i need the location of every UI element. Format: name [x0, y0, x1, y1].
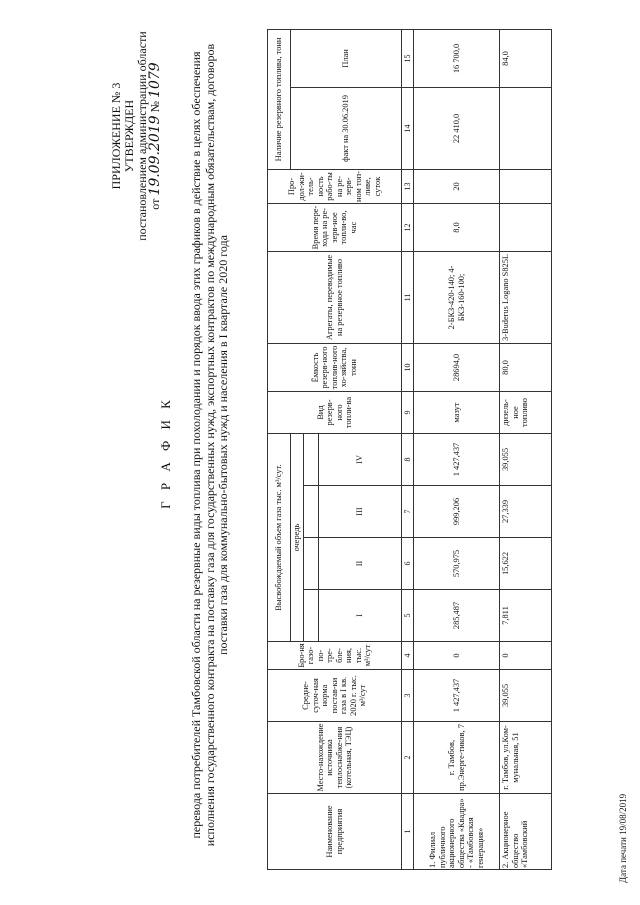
cell-plan: 84,0	[500, 29, 552, 87]
date-prefix: от	[148, 198, 162, 210]
header-q1-top	[304, 590, 319, 642]
handwritten-number: 1079	[147, 62, 163, 98]
handwritten-date: 19.09.2019	[147, 115, 163, 196]
header-duration: Про-дол-жи-тель-ность рабо-ты на ре-зерв-ном топ-ливе, суток	[268, 169, 402, 203]
header-q4-top	[304, 433, 319, 485]
col-number: 15	[402, 29, 414, 87]
approval-block	[110, 16, 162, 256]
cell-units: 2-БКЗ-420-140; 4-БКЗ-160-100;	[414, 251, 500, 343]
schedule-table	[267, 29, 552, 870]
col-number: 6	[402, 538, 414, 590]
col-number: 1	[402, 794, 414, 870]
number-prefix: №	[148, 100, 162, 113]
cell-q2: 570,975	[414, 538, 500, 590]
column-numbers-row	[402, 29, 414, 869]
col-number: 9	[402, 391, 414, 433]
header-reserve: Наличие резервного топлива, тонн	[268, 29, 291, 169]
header-bron: Бро-ня газо-по-тре-бле-ния, тыс. м³/сут	[268, 642, 402, 670]
cell-location: г. Тамбов, ул.Ком-мунальная, 51	[500, 722, 552, 794]
cell-q1: 7,811	[500, 590, 552, 642]
header-q2-top	[304, 538, 319, 590]
cell-q2: 15,622	[500, 538, 552, 590]
header-plan: План	[291, 29, 402, 87]
col-number: 13	[402, 169, 414, 203]
cell-duration	[500, 169, 552, 203]
header-avg-norm: Средне-суточ-ная норма постав-ки газа в I кв. 2020 г. тыс. м³/сут	[268, 670, 402, 722]
document-subtitle: перевода потребителей Тамбовской области на резервные виды топлива при похолодании и порядок ввода этих графиков в действие в целях обеспечения исполнения государственного контракта на поставку газа для государственных нужд, экспортных контрактов по международным обязательствам, договоров поставки газа для коммунально-бытовых нужд и населения в I квартале 2020 года	[189, 43, 230, 847]
header-q2: II	[319, 538, 402, 590]
header-fuel-type: Вид резерв-ного топли-ва	[268, 391, 402, 433]
cell-fuel: дизель-ное топливо	[500, 391, 552, 433]
appendix-label: ПРИЛОЖЕНИЕ № 3	[109, 82, 123, 190]
col-number: 7	[402, 486, 414, 538]
col-number: 14	[402, 87, 414, 169]
cell-q4: 1 427,437	[414, 433, 500, 485]
col-number: 10	[402, 343, 414, 391]
col-number: 3	[402, 670, 414, 722]
cell-fact: 22 410,0	[414, 87, 500, 169]
header-capacity: Ёмкость резерв-ного топлив-ного хо-зяйства, тонн	[268, 343, 402, 391]
approved-label: УТВЕРЖДЕН	[122, 99, 136, 173]
cell-q3: 999,206	[414, 486, 500, 538]
cell-capacity: 28694,0	[414, 343, 500, 391]
cell-plan: 16 700,0	[414, 29, 500, 87]
cell-avg: 39,055	[500, 670, 552, 722]
cell-fuel: мазут	[414, 391, 500, 433]
header-row-1	[268, 29, 291, 869]
table-row	[414, 29, 500, 869]
print-date: Дата печати 19/08/2019	[618, 793, 628, 883]
header-q4: IV	[319, 433, 402, 485]
header-q1: I	[319, 590, 402, 642]
cell-time: 8,0	[414, 203, 500, 251]
col-number: 5	[402, 590, 414, 642]
cell-q1: 285,487	[414, 590, 500, 642]
header-switch-time: Время пере-хода на ре-зерв-ное топли-во, час	[268, 203, 402, 251]
cell-time	[500, 203, 552, 251]
cell-bron: 0	[500, 642, 552, 670]
header-units: Агрегаты, переводимые на резервное топливо	[268, 251, 402, 343]
cell-name: 2. Акционерное общество «Тамбовский	[500, 794, 552, 870]
col-number: 2	[402, 722, 414, 794]
schedule-table-wrapper	[267, 30, 552, 870]
cell-capacity: 80,0	[500, 343, 552, 391]
cell-units: 3-Buderus Logano S825L	[500, 251, 552, 343]
header-queue: очередь	[291, 433, 304, 641]
header-name: Наименование предприятия	[268, 794, 402, 870]
resolution-label: постановлением администрации области	[135, 31, 149, 241]
cell-duration: 20	[414, 169, 500, 203]
col-number: 12	[402, 203, 414, 251]
cell-name: 1. Филиал публичного акционерного общества «Квадра» - «Тамбовская генерация»	[414, 794, 500, 870]
header-q3-top	[304, 486, 319, 538]
document-title: Г Р А Ф И К	[158, 396, 173, 509]
cell-fact	[500, 87, 552, 169]
col-number: 4	[402, 642, 414, 670]
col-number: 8	[402, 433, 414, 485]
header-q3: III	[319, 486, 402, 538]
header-released: Высвобождаемый объем газа тыс. м³/сут.	[268, 433, 291, 641]
cell-q3: 27,339	[500, 486, 552, 538]
cell-location: г. Тамбов, пр.Энерге-тиков, 7	[414, 722, 500, 794]
header-location: Место-нахождение источника теплоснабже-ния (котельная, ТЭЦ)	[268, 722, 402, 794]
cell-q4: 39,055	[500, 433, 552, 485]
cell-avg: 1 427,437	[414, 670, 500, 722]
table-row	[500, 29, 552, 869]
header-fact: факт на 30.06.2019	[291, 87, 402, 169]
col-number: 11	[402, 251, 414, 343]
cell-bron: 0	[414, 642, 500, 670]
